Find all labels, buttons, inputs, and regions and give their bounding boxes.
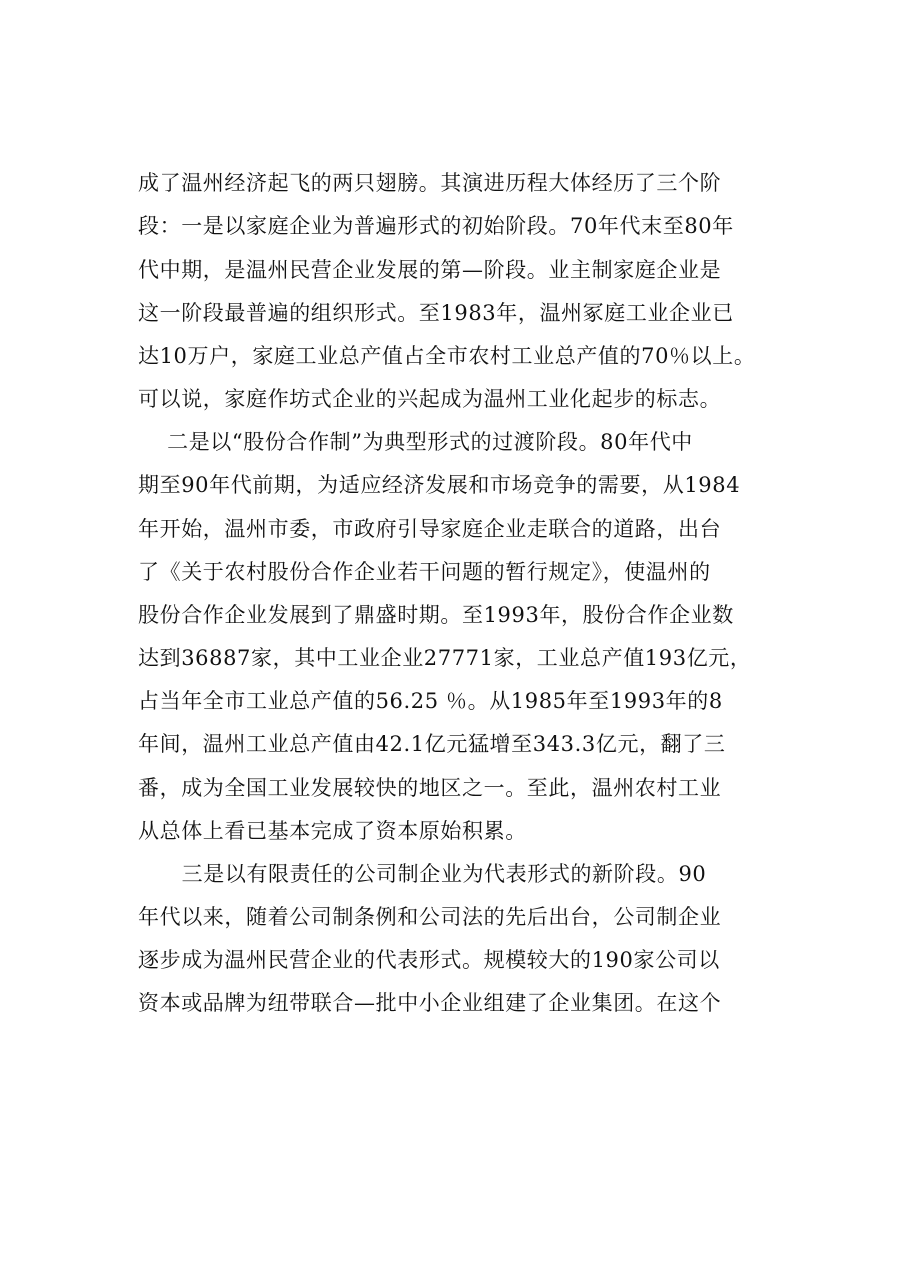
text-line: 资本或品牌为纽带联合—批中小企业组建了企业集团。在这个 [138, 991, 722, 1015]
text-line: 成了温州经济起飞的两只翅膀。其演进历程大体经历了三个阶 [138, 171, 722, 195]
text-line: 代中期，是温州民营企业发展的第—阶段。业主制家庭企业是 [138, 258, 722, 282]
text-line: 股份合作企业发展到了鼎盛时期。至1993年，股份合作企业数 [138, 603, 734, 627]
text-line: 占当年全市工业总产值的56.25 ％。从1985年至1993年的8 [138, 689, 723, 713]
text-line: 可以说，家庭作坊式企业的兴起成为温州工业化起步的标志。 [138, 387, 722, 411]
text-line: 逐步成为温州民营企业的代表形式。规模较大的190家公司以 [138, 948, 720, 972]
text-line: 三是以有限责任的公司制企业为代表形式的新阶段。90 [138, 862, 707, 886]
text-line: 段：一是以家庭企业为普遍形式的初始阶段。70年代末至80年 [138, 214, 734, 238]
text-line: 番，成为全国工业发展较快的地区之一。至此，温州农村工业 [138, 776, 722, 800]
text-line: 了《关于农村股份合作企业若干问题的暂行规定》，使温州的 [138, 560, 711, 584]
text-line: 达到36887家，其中工业企业27771家，工业总产值193亿元， [138, 646, 752, 670]
text-line: 达10万户，家庭工业总产值占全市农村工业总产值的70％以上。 [138, 344, 756, 368]
text-line: 年代以来，随着公司制条例和公司法的先后出台，公司制企业 [138, 905, 722, 929]
text-line: 二是以“股份合作制”为典型形式的过渡阶段。80年代中 [138, 430, 693, 454]
text-line: 从总体上看已基本完成了资本原始积累。 [138, 819, 527, 843]
text-line: 年开始，温州市委，市政府引导家庭企业走联合的道路，出台 [138, 517, 722, 541]
text-line: 期至90年代前期，为适应经济发展和市场竞争的需要，从1984 [138, 473, 741, 497]
text-line: 年间，温州工业总产值由42.1亿元猛增至343.3亿元，翻了三 [138, 732, 726, 756]
text-line: 这一阶段最普遍的组织形式。至1983年，温州冢庭工业企业已 [138, 301, 734, 325]
